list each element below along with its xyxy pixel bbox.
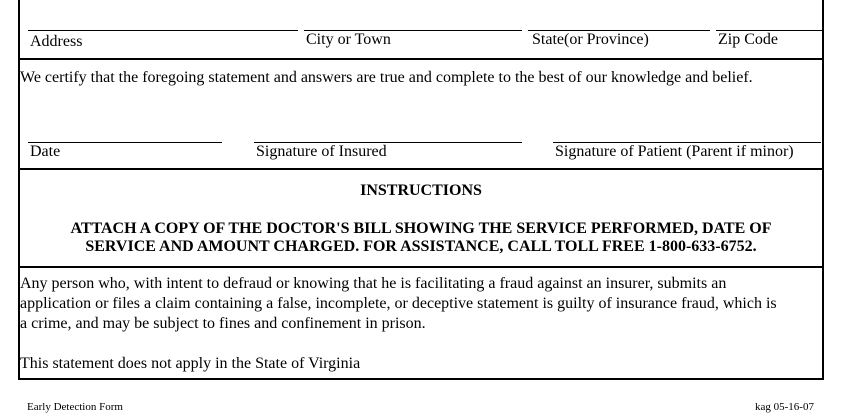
zip-label: Zip Code bbox=[718, 31, 778, 48]
form-name: Early Detection Form bbox=[27, 401, 123, 413]
virginia-statement: This statement does not apply in the State of Virginia bbox=[20, 355, 361, 372]
certification-statement: We certify that the foregoing statement and answers are true and complete to the best of our knowledge and belief. bbox=[20, 69, 753, 86]
date-label: Date bbox=[30, 143, 61, 160]
address-underline bbox=[28, 30, 298, 31]
address-label: Address bbox=[30, 33, 83, 50]
instructions-line-2: SERVICE AND AMOUNT CHARGED. FOR ASSISTANCE, CALL TOLL FREE 1-800-633-6752. bbox=[85, 238, 757, 255]
zip-field[interactable] bbox=[716, 30, 822, 54]
form-frame bbox=[18, 0, 824, 380]
signature-patient-field[interactable] bbox=[553, 142, 821, 162]
city-field[interactable] bbox=[304, 30, 522, 54]
signature-insured-label: Signature of Insured bbox=[256, 143, 387, 160]
state-field[interactable] bbox=[528, 30, 710, 54]
divider-after-signatures bbox=[20, 168, 822, 170]
instructions-heading: INSTRUCTIONS bbox=[360, 182, 482, 199]
fraud-notice-line-2: application or files a claim containing a false, incomplete, or deceptive statement is guilty of insurance fraud, which is bbox=[20, 295, 777, 312]
fraud-notice-line-3: a crime, and may be subject to fines and confinement in prison. bbox=[20, 315, 426, 332]
instructions-line-1: ATTACH A COPY OF THE DOCTOR'S BILL SHOWING THE SERVICE PERFORMED, DATE OF bbox=[70, 220, 772, 237]
address-field[interactable] bbox=[28, 30, 298, 54]
form-code: kag 05-16-07 bbox=[755, 401, 814, 413]
divider-after-address bbox=[20, 58, 822, 60]
fraud-notice bbox=[20, 274, 826, 334]
divider-after-instructions bbox=[20, 266, 822, 268]
signature-patient-label: Signature of Patient (Parent if minor) bbox=[555, 143, 794, 160]
signature-insured-field[interactable] bbox=[254, 142, 522, 162]
city-label: City or Town bbox=[306, 31, 391, 48]
fraud-notice-line-1: Any person who, with intent to defraud or knowing that he is facilitating a fraud against an insurer, submits an bbox=[20, 275, 727, 292]
state-label: State(or Province) bbox=[532, 31, 649, 48]
date-field[interactable] bbox=[28, 142, 222, 162]
